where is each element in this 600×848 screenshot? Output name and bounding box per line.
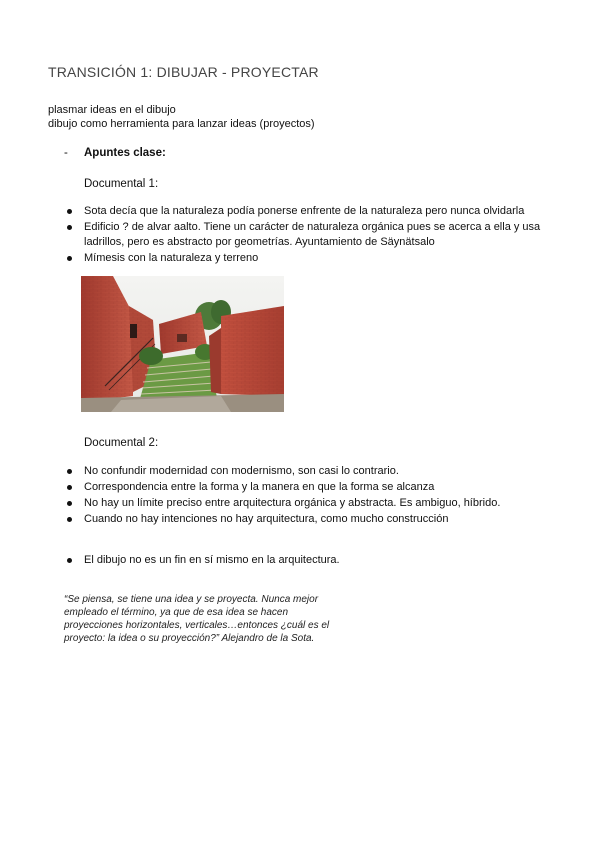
dash-marker: - <box>64 147 68 159</box>
quote-alejandro-de-la-sota: “Se piensa, se tiene una idea y se proyecta. Nunca mejor empleado el término, ya que de esa idea se hacen proyecciones horizontales, verticales…entonces ¿cuál es el proyecto: la idea o su proyección?” Alejandro de la Sota. <box>64 594 330 644</box>
documental-2-list <box>64 464 554 528</box>
page-title: TRANSICIÓN 1: DIBUJAR - PROYECTAR <box>48 64 319 80</box>
bullet-icon <box>67 209 72 214</box>
list-item-text: Sota decía que la naturaleza podía ponerse enfrente de la naturaleza pero nunca olvidarla <box>84 205 525 217</box>
saynatsalo-town-hall-photo <box>81 276 284 412</box>
bullet-icon <box>67 517 72 522</box>
list-item-text: Cuando no hay intenciones no hay arquitectura, como mucho construcción <box>84 513 449 525</box>
bullet-icon <box>67 225 72 230</box>
intro-line: plasmar ideas en el dibujo <box>48 104 176 116</box>
list-item-text: Edificio ? de alvar aalto. Tiene un carácter de naturaleza orgánica pues se acerca a ella y usa ladrillos, pero es abstracto por geometrías. Ayuntamiento de Säynätsalo <box>84 221 541 248</box>
section-heading-text: Apuntes clase: <box>84 147 166 159</box>
intro-block <box>48 103 315 131</box>
bullet-icon <box>67 485 72 490</box>
list-item <box>64 512 554 527</box>
final-list <box>64 553 554 569</box>
documental-1-list <box>64 204 554 267</box>
documental-2-label: Documental 2: <box>84 437 159 449</box>
list-item <box>64 251 554 266</box>
bullet-icon <box>67 501 72 506</box>
list-item-text: Correspondencia entre la forma y la manera en que la forma se alcanza <box>84 481 435 493</box>
intro-line: dibujo como herramienta para lanzar ideas (proyectos) <box>48 118 315 130</box>
list-item <box>64 553 554 568</box>
list-item <box>64 220 554 249</box>
list-item-text: No confundir modernidad con modernismo, son casi lo contrario. <box>84 465 399 477</box>
list-item-text: El dibujo no es un fin en sí mismo en la arquitectura. <box>84 554 340 566</box>
bullet-icon <box>67 558 72 563</box>
list-item-text: Mímesis con la naturaleza y terreno <box>84 251 259 264</box>
section-heading <box>64 147 166 159</box>
bullet-icon <box>67 256 72 261</box>
list-item <box>64 204 554 219</box>
list-item <box>64 496 554 511</box>
list-item <box>64 480 554 495</box>
documental-1-label: Documental 1: <box>84 178 159 190</box>
bullet-icon <box>67 469 72 474</box>
list-item <box>64 464 554 479</box>
list-item-text: No hay un límite preciso entre arquitectura orgánica y abstracta. Es ambiguo, híbrido. <box>84 497 501 509</box>
